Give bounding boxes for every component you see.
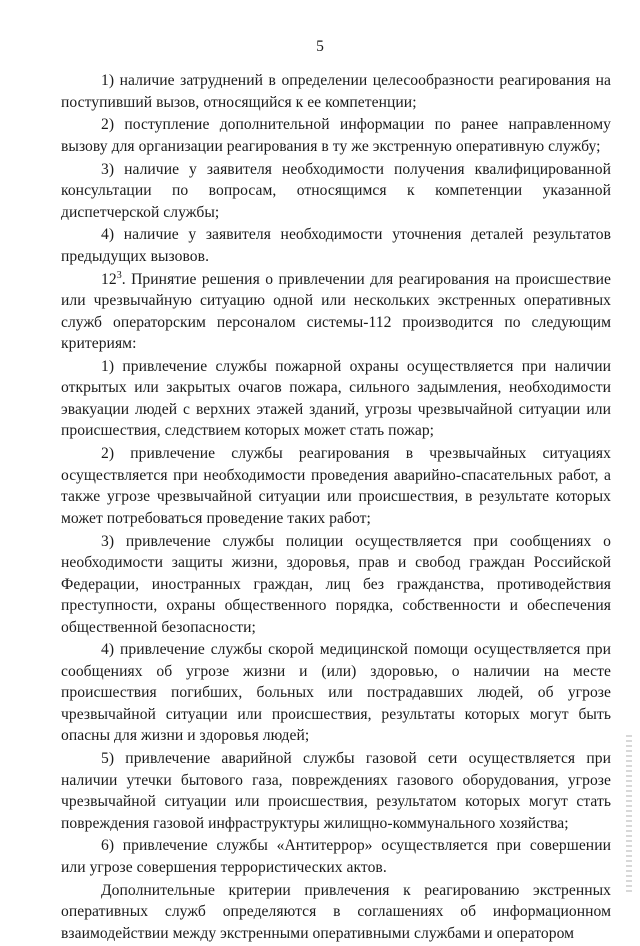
page-number: 5 <box>316 38 324 55</box>
criterion-ambulance: 4) привлечение службы скорой медицинской помощи осуществляется при сообщениях об угрозе жизни и (или) здоровью, о наличии на месте происшествия погибших, больных или пострадавших людей, об угрозе чрезвычайной ситуации или происшествия, результаты которых могут быть опасны для жизни и здоровья людей; <box>61 641 611 745</box>
paragraph-item-4: 4) наличие у заявителя необходимости уточнения деталей результатов предыдущих вызовов. <box>61 226 611 265</box>
paragraph-item-2: 2) поступление дополнительной информации по ранее направленному вызову для организации реагирования в ту же экстренную оперативную службу; <box>61 116 611 155</box>
scan-margin-mark <box>626 735 632 895</box>
criterion-fire: 1) привлечение службы пожарной охраны осуществляется при наличии открытых или закрытых очагов пожара, сильного задымления, необходимости эвакуации людей с верхних этажей зданий, угрозы чрезвычайной ситуации или происшествия, следствием которых может стать пожар; <box>61 357 611 440</box>
criterion-antiterror: 6) привлечение службы «Антитеррор» осуществляется при совершении или угрозе совершения террористических актов. <box>61 837 611 876</box>
section-paragraph: $12^3$. Принятие решения о привлечении для реагирования на происшествие или чрезвычайную ситуацию одной или нескольких экстренных оперативных служб операторским персоналом системы-112 производится по следующим критериям: <box>61 269 611 353</box>
section-superscript: 3 <box>116 269 122 281</box>
criterion-gas: 5) привлечение аварийной службы газовой сети осуществляется при наличии утечки бытового газа, повреждениях газового оборудования, угрозе чрезвычайной ситуации или происшествия, результатом которых могут стать повреждения газовой инфраструктуры жилищно-коммунального хозяйства; <box>61 750 611 832</box>
document-body <box>61 70 611 946</box>
section-number: 12 <box>101 270 117 288</box>
additional-criteria-paragraph: Дополнительные критерии привлечения к реагированию экстренных оперативных служб определяются в соглашениях об информационном взаимодействии между экстренными оперативными службами и оператором <box>61 881 611 942</box>
section-text: Принятие решения о привлечении для реагирования на происшествие или чрезвычайную ситуацию одной или нескольких экстренных оперативных служб операторским персоналом системы-112 производится по следующим критериям: <box>61 270 611 353</box>
criterion-police: 3) привлечение службы полиции осуществляется при сообщениях о необходимости защиты жизни, здоровья, прав и свобод граждан Российской Федерации, иностранных граждан, лиц без гражданства, противодействия преступности, охраны общественного порядка, собственности и обеспечения общественной безопасности; <box>61 532 611 636</box>
paragraph-item-1: 1) наличие затруднений в определении целесообразности реагирования на поступивший вызов, относящийся к ее компетенции; <box>61 72 611 111</box>
paragraph-item-3: 3) наличие у заявителя необходимости получения квалифицированной консультации по вопросам, относящимся к компетенции указанной диспетчерской службы; <box>61 160 611 221</box>
criterion-emergency: 2) привлечение службы реагирования в чрезвычайных ситуациях осуществляется при необходимости проведения аварийно-спасательных работ, а также угрозе чрезвычайной ситуации или происшествия, в результате которых может потребоваться проведение таких работ; <box>61 445 611 527</box>
